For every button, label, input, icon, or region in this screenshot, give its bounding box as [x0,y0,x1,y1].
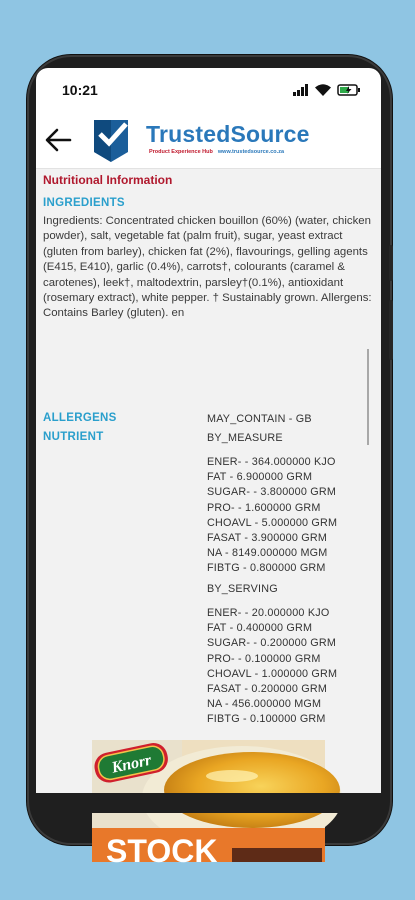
nutrient-row: FIBTG - 0.800000 GRM [207,562,326,575]
nutrient-row: FAT - 6.900000 GRM [207,471,313,484]
brand-website: www.trustedsource.co.za [217,149,285,155]
allergens-label: ALLERGENS [43,412,117,424]
volume-button [389,300,393,360]
status-time: 10:21 [62,82,98,98]
by-serving-label: BY_SERVING [207,583,278,595]
nutrient-row: ENER- - 20.000000 KJO [207,607,330,619]
ingredients-text: Ingredients: Concentrated chicken bouillon (60%) (water, chicken powder), salt, vegetable fat (palm fruit), sugar, yeast extract (gluten from barley), chicken fat (2%), flavourings, gelling agents (E415, E410), garlic (0.4%), carrots†, colourants (caramel & carotenes), leek†, maltodextrin, parsley†(0.1%), antioxidant (rosemary extract), white pepper. † Sustainably grown. Allergens: Contains Barley (gluten). en [43,215,372,320]
status-bar [36,68,381,112]
bottom-bezel [36,793,381,813]
allergens-value: MAY_CONTAIN - GB [207,413,312,425]
nutrient-label: NUTRIENT [43,431,104,443]
status-icons [293,84,361,96]
scrollbar[interactable] [367,349,369,445]
section-title: Nutritional Information [43,173,173,187]
brand-tagline-text: Product Experience Hub [149,149,213,155]
nutrient-row: NA - 456.000000 MGM [207,698,322,711]
power-button [389,245,393,281]
signal-icon [293,84,309,96]
nutrient-row: NA - 8149.000000 MGM [207,547,328,560]
by-serving-list [207,606,337,728]
trustedsource-logo-icon [92,118,132,164]
battery-icon [337,84,361,96]
nutrient-row: FASAT - 3.900000 GRM [207,532,328,545]
ingredients-label: INGREDIENTS [43,197,125,209]
nutrient-row: FASAT - 0.200000 GRM [207,683,328,696]
nutrient-row: PRO- - 0.100000 GRM [207,652,321,665]
brand-name: TrustedSource [146,121,310,147]
nutrient-row: CHOAVL - 1.000000 GRM [207,667,338,680]
nutrient-row: SUGAR- - 3.800000 GRM [207,486,337,499]
by-measure-label: BY_MEASURE [207,432,283,444]
back-arrow-icon[interactable] [42,124,74,156]
nutrient-row: PRO- - 1.600000 GRM [207,501,321,514]
nutrient-row: CHOAVL - 5.000000 GRM [207,516,338,529]
app-screen [36,68,381,869]
product-image-stock-word: STOCK [106,833,218,869]
nutrient-row: FAT - 0.400000 GRM [207,622,313,635]
brand-tagline [149,149,284,155]
nutrient-row: SUGAR- - 0.200000 GRM [207,637,337,650]
product-details[interactable] [36,169,381,869]
product-image [92,740,325,869]
nutrient-row: ENER- - 364.000000 KJO [207,456,336,468]
app-header [36,112,381,169]
product-image-knorr-logo: Knorr [110,751,153,777]
wifi-icon [315,84,331,96]
by-measure-list [207,455,337,577]
nutrient-row: FIBTG - 0.100000 GRM [207,713,326,726]
